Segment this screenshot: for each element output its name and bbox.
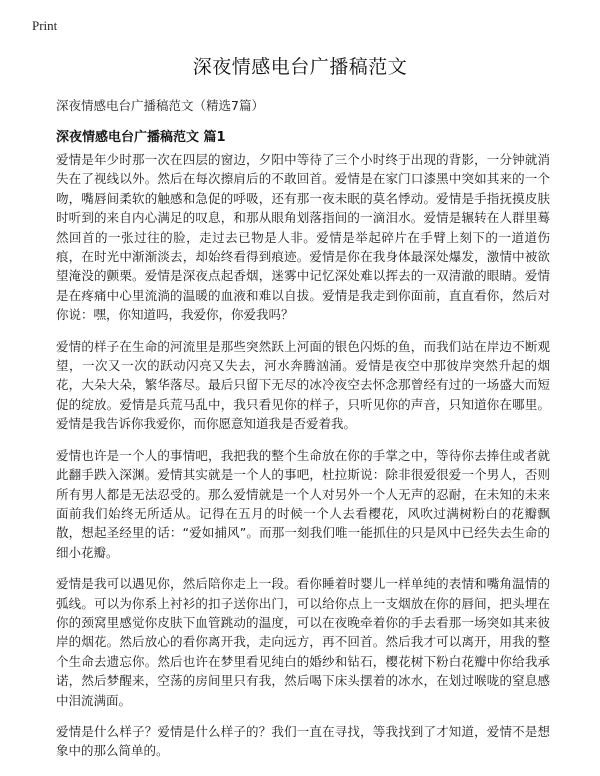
paragraph-4: 爱情是我可以遇见你，然后陪你走上一段。看你睡着时婴儿一样单纯的表情和嘴角温情的弧线。可以为你系上衬衫的扣子送你出门，可以给你点上一支烟放在你的唇间，把头埋在你的颈窝里感觉你皮肤下血管跳动的温度，可以在夜晚牵着你的手去看那一场突如其来彼岸的烟花。然后放心的看你离开我，走向远方，再不回首。然后我才可以离开，用我的整个生命去遗忘你。然后也许在梦里看见纯白的婚纱和钻石，樱花树下粉白花瓣中你给我承诺，然后梦醒来，空荡的房间里只有我，然后喝下床头摆着的冰水，在划过喉咙的窒息感中泪流满面。 bbox=[56, 576, 550, 708]
page-title: 深夜情感电台广播稿范文 bbox=[192, 56, 408, 78]
document-subtitle: 深夜情感电台广播稿范文（精选7篇） bbox=[56, 98, 264, 113]
paragraph-3: 爱情也许是一个人的事情吧，我把我的整个生命放在你的手掌之中，等待你去捧住或者就此翻手跌入深渊。爱情其实就是一个人的事吧，杜拉斯说：除非很爱很爱一个男人，否则所有男人都是无法忍受的。那么爱情就是一个人对另外一个人无声的忍耐，在未知的未来面前我们始终无所适从。记得在五月的时候一个人去看樱花，风吹过满树粉白的花瓣飘散，想起圣经里的话：“爱如捕风”。而那一刻我们唯一能抓住的只是风中已经失去生命的细小花瓣。 bbox=[56, 447, 550, 560]
print-link[interactable]: Print bbox=[32, 18, 58, 33]
article-body bbox=[56, 150, 550, 773]
paragraph-5: 爱情是什么样子？爱情是什么样子的？我们一直在寻找，等我找到了才知道，爱情不是想象中的那么简单的。 bbox=[56, 723, 550, 759]
paragraph-2: 爱情的样子在生命的河流里是那些突然跃上河面的银色闪烁的鱼，而我们站在岸边不断观望，一次又一次的跃动闪亮又失去，河水奔腾汹涌。爱情是夜空中那彼岸突然升起的烟花，大朵大朵，繁华落尽。最后只留下无尽的冰冷夜空去怀念那曾经有过的一场盛大而短促的绽放。爱情是兵荒马乱中，我只看见你的样子，只听见你的声音，只知道你在哪里。爱情是我告诉你我爱你，而你愿意知道我是否爱着我。 bbox=[56, 338, 550, 432]
section-heading: 深夜情感电台广播稿范文 篇1 bbox=[56, 130, 226, 145]
paragraph-1: 爱情是年少时那一次在四层的窗边，夕阳中等待了三个小时终于出现的背影，一分钟就消失在了视线以外。然后在每次擦肩后的不敢回首。爱情是在家门口漆黑中突如其来的一个吻，嘴唇间柔软的触感和急促的呼吸，还有那一夜未眠的莫名悸动。爱情是手指抚摸皮肤时听到的来自内心满足的叹息，和那从眼角划落指间的一滴泪水。爱情是辗转在人群里蓦然回首的一张过往的脸，走过去已物是人非。爱情是举起碎片在手臂上刻下的一道道伤痕，在时光中渐渐淡去，却始终看得到痕迹。爱情是你在我身体最深处爆发，激情中被欲望淹没的颤栗。爱情是深夜点起香烟，迷雾中记忆深处难以挥去的一双清澈的眼睛。爱情是在疼痛中心里流淌的温暖的血液和难以自拔。爱情是我走到你面前，直直看你，然后对你说：嘿，你知道吗，我爱你，你爱我吗？ bbox=[56, 152, 550, 323]
